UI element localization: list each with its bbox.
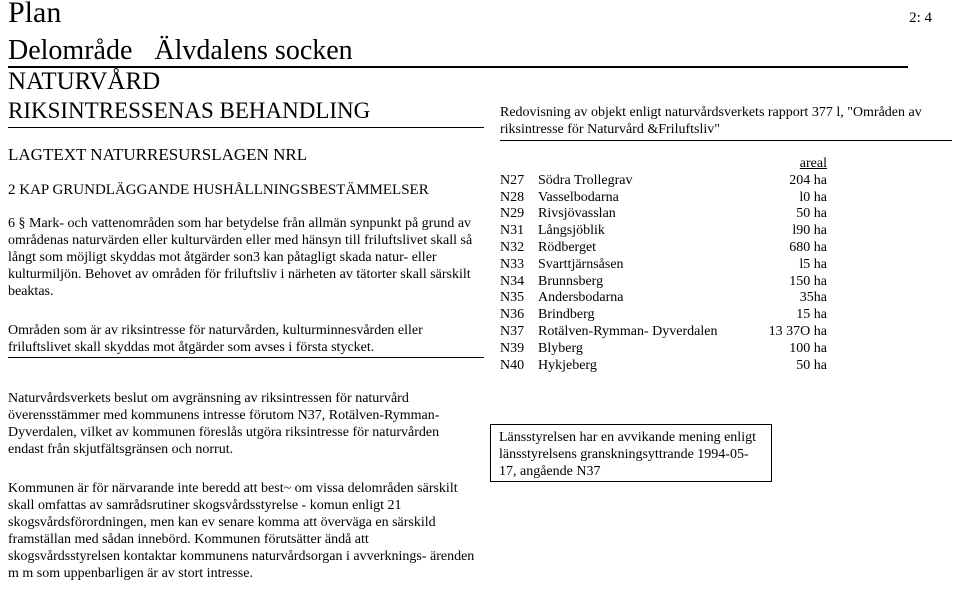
object-area: 100 ha — [789, 340, 827, 356]
object-code: N29 — [500, 206, 525, 222]
subarea-heading — [8, 34, 353, 68]
subarea-label: Delområde — [8, 35, 133, 66]
page-number: 2: 4 — [909, 10, 932, 26]
object-name: Andersbodarna — [538, 290, 624, 306]
table-row — [500, 290, 827, 307]
object-code: N28 — [500, 189, 525, 205]
object-code: N34 — [500, 273, 525, 289]
law-paragraph-2: Områden som är av riksintresse för naturvården, kulturminnesvården eller friluftslivet skall skyddas mot åtgärder som avses i första stycket. — [8, 323, 423, 355]
object-name: Brindberg — [538, 307, 595, 323]
object-area: l0 ha — [799, 189, 827, 205]
table-row — [500, 307, 827, 324]
table-row — [500, 341, 827, 358]
object-area: 204 ha — [789, 172, 827, 188]
object-area: 50 ha — [796, 206, 827, 222]
municipality-paragraph: Kommunen är för närvarande inte beredd att best~ om vissa delområden särskilt skall omfattas av samrådsrutiner skogsvårdsstyrelse - komun enligt 21 skogsvårdsförordningen, men kan ev senare komma att överväga en särskild framställan med sådan innebörd. Kommunen förutsätter ändå att skogsvårdsstyrelsen kontaktar kommunens naturvårdsorgan i avverknings- ärenden m m som uppenbarligen är av stort intresse. — [8, 481, 475, 581]
object-code: N37 — [500, 323, 525, 339]
object-name: Långsjöblik — [538, 223, 605, 239]
object-name: Rotälven-Rymman- Dyverdalen — [538, 323, 718, 339]
object-area: 150 ha — [789, 273, 827, 289]
object-name: Blyberg — [538, 340, 583, 356]
object-name: Rödberget — [538, 239, 597, 255]
table-header-row — [500, 156, 827, 173]
object-area: l5 ha — [799, 256, 827, 272]
right-divider — [500, 140, 952, 141]
objects-intro: Redovisning av objekt enligt naturvårdsverkets rapport 377 l, "Områden av riksintresse för Naturvård &Friluftsliv" — [500, 105, 922, 137]
object-code: N40 — [500, 357, 525, 373]
object-area: 15 ha — [796, 307, 827, 323]
page-title: Plan — [8, 0, 62, 29]
object-name: Brunnsberg — [538, 273, 604, 289]
decision-paragraph: Naturvårdsverkets beslut om avgränsning av riksintressen för naturvård överensstämmer med kommunens intresse förutom N37, Rotälven-Rymman- Dyverdalen, vilket av kommunen föreslås utgöra riksintresse för naturvården endast från skjutfältsgränsen och norrut. — [8, 391, 440, 457]
subsection-heading: RIKSINTRESSENAS BEHANDLING — [8, 98, 371, 123]
table-row — [500, 257, 827, 274]
table-row — [500, 324, 827, 341]
county-note-box: Länsstyrelsen har en avvikande mening enligt länsstyrelsens granskningsyttrande 1994-05-17, angående N37 — [490, 424, 772, 482]
law-paragraph-1: 6 § Mark- och vattenområden som har betydelse från allmän synpunkt på grund av områdenas naturvärden eller kulturvärden eller med hänsyn till friluftslivet skall så långt som möjligt skyddas mot åtgärder son3 kan påtagligt skada natur- eller kulturmiljön. Behovet av områden för friluftsliv i närheten av tätorter skall särskilt beaktas. — [8, 216, 473, 299]
table-row — [500, 240, 827, 257]
table-row — [500, 358, 827, 375]
table-row — [500, 223, 827, 240]
object-area: 50 ha — [796, 357, 827, 373]
object-code: N35 — [500, 290, 525, 306]
table-row — [500, 206, 827, 223]
object-name: Rivsjövasslan — [538, 206, 616, 222]
object-name: Vasselbodarna — [538, 189, 619, 205]
area-column-header: areal — [799, 156, 827, 171]
object-code: N31 — [500, 223, 525, 239]
object-area: l90 ha — [792, 223, 827, 239]
table-row — [500, 190, 827, 207]
object-code: N36 — [500, 307, 525, 323]
object-code: N27 — [500, 172, 525, 188]
object-code: N32 — [500, 239, 525, 255]
object-name: Svarttjärnsåsen — [538, 256, 624, 272]
table-row — [500, 173, 827, 190]
left-divider — [8, 127, 484, 128]
object-area: 13 37O ha — [768, 323, 827, 339]
object-area: 680 ha — [789, 239, 827, 255]
left-divider-2 — [8, 357, 484, 358]
object-code: N39 — [500, 340, 525, 356]
object-code: N33 — [500, 256, 525, 272]
chapter-heading: 2 KAP GRUNDLÄGGANDE HUSHÅLLNINGSBESTÄMMELSER — [8, 182, 429, 198]
objects-table — [500, 156, 827, 374]
subarea-name: Älvdalens socken — [154, 35, 353, 66]
object-name: Hykjeberg — [538, 357, 597, 373]
law-heading: LAGTEXT NATURRESURSLAGEN NRL — [8, 145, 308, 164]
section-heading: NATURVÅRD — [8, 68, 161, 95]
object-area: 35ha — [799, 290, 827, 306]
table-row — [500, 274, 827, 291]
object-name: Södra Trollegrav — [538, 172, 633, 188]
